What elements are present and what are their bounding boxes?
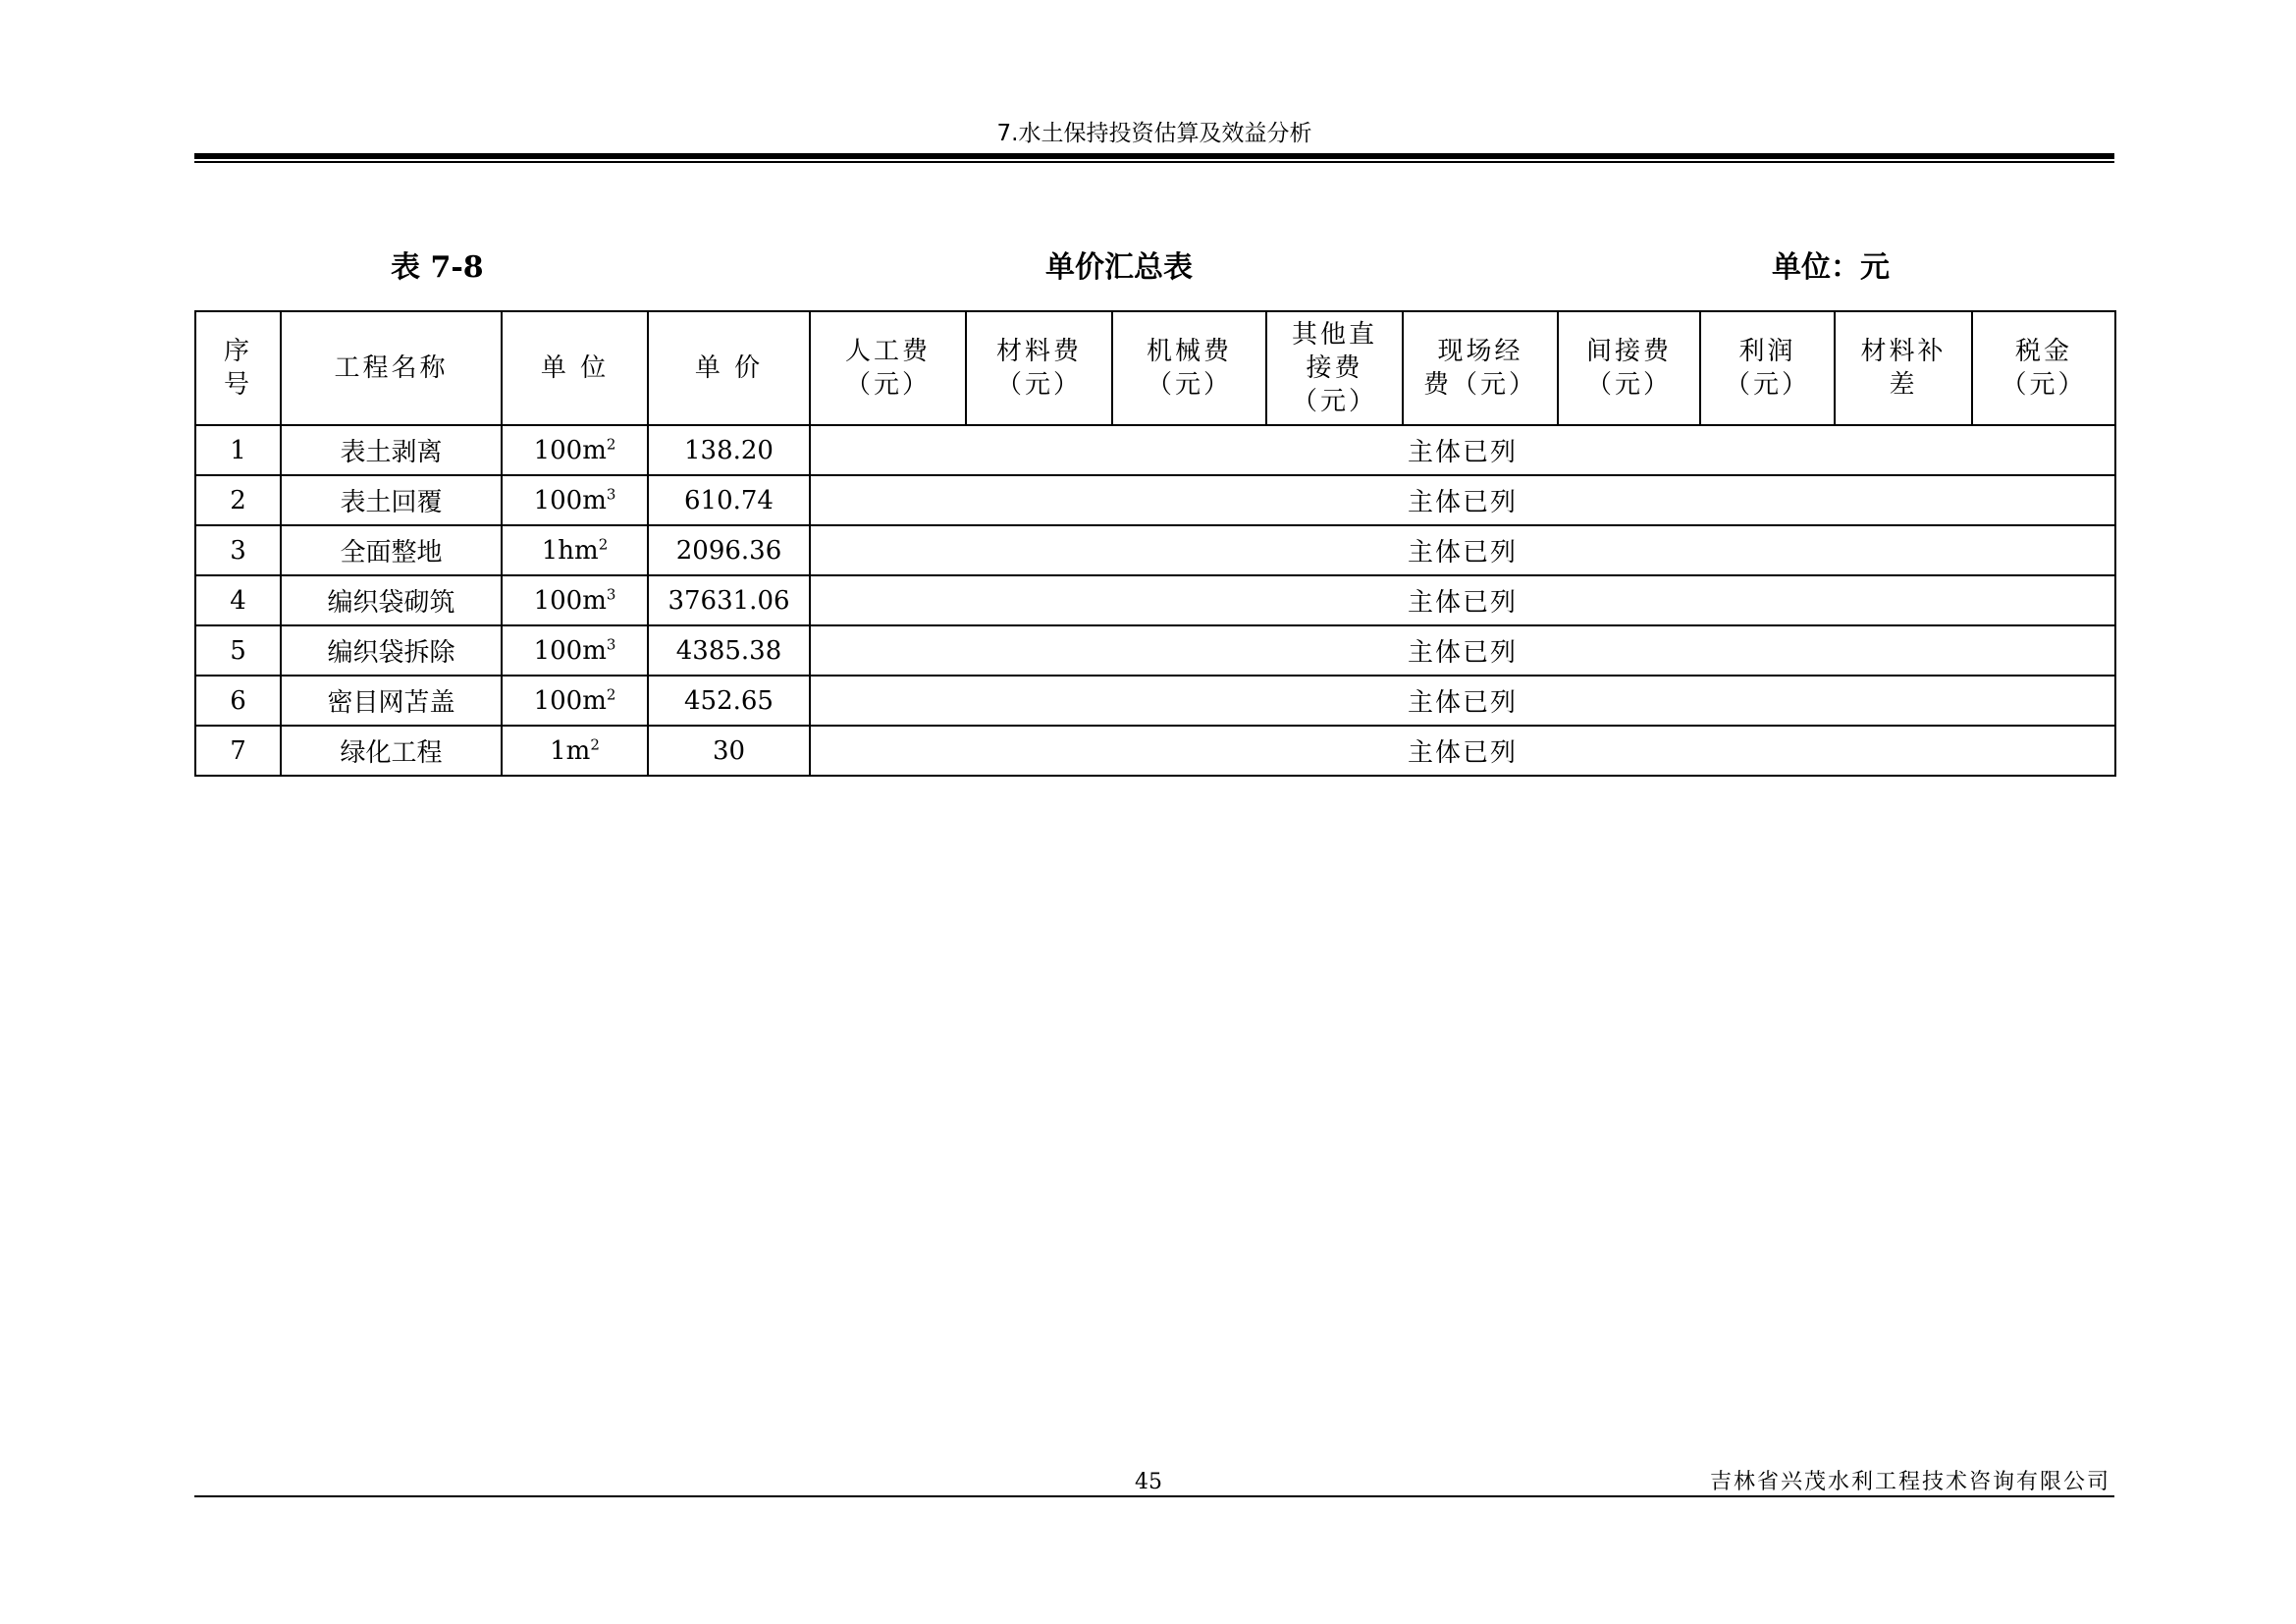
header-cell-line: （元）: [1724, 370, 1810, 400]
unit-base: 100m: [533, 585, 607, 616]
table-number: 表 7-8: [391, 250, 484, 285]
unit-base: 100m: [533, 435, 607, 465]
unit-base: 100m: [533, 635, 607, 666]
row-number-cell: 6: [195, 676, 281, 726]
note-cell: 主体已列: [810, 676, 2115, 726]
unit-exponent: 3: [606, 484, 616, 503]
page-number: 45: [1135, 1470, 1162, 1494]
unit-base: 1hm: [541, 535, 599, 566]
header-cell: [966, 311, 1112, 425]
header-cell-line: 费（元）: [1422, 370, 1537, 400]
unit-cell: [502, 475, 648, 525]
table-row: [195, 726, 2115, 776]
row-number-cell: 2: [195, 475, 281, 525]
table-row: [195, 575, 2115, 625]
header-cell-line: （元）: [1291, 387, 1377, 416]
unit-cell: [502, 525, 648, 575]
unit-exponent: 2: [590, 734, 600, 753]
note-cell: 主体已列: [810, 625, 2115, 676]
unit-price-cell: 30: [648, 726, 810, 776]
header-cell: [1972, 311, 2115, 425]
unit-price-cell: 452.65: [648, 676, 810, 726]
unit-price-cell: 138.20: [648, 425, 810, 475]
header-cell-line: （元）: [1585, 370, 1672, 400]
header-cell: [1700, 311, 1835, 425]
item-name-cell: 编织袋拆除: [281, 625, 502, 676]
header-cell: [281, 311, 502, 425]
header-cell-line: 间接费: [1585, 337, 1672, 366]
header-cell-line: 号: [223, 370, 252, 400]
unit-price-cell: 610.74: [648, 475, 810, 525]
unit-cell: [502, 575, 648, 625]
row-number-cell: 4: [195, 575, 281, 625]
running-header-title: 7.水土保持投资估算及效益分析: [996, 121, 1312, 146]
unit-base: 1m: [550, 735, 591, 766]
header-cell-line: 其他直: [1291, 320, 1377, 350]
unit-base: 100m: [533, 685, 607, 716]
header-cell-line: 税金: [2014, 337, 2072, 366]
item-name-cell: 表土回覆: [281, 475, 502, 525]
header-cell-line: 接费: [1306, 353, 1363, 383]
header-cell: [195, 311, 281, 425]
header-cell: [648, 311, 810, 425]
table-row: [195, 676, 2115, 726]
company-name: 吉林省兴茂水利工程技术咨询有限公司: [1709, 1470, 2110, 1494]
footer-rule: [194, 1495, 2114, 1497]
header-cell: [810, 311, 966, 425]
item-name-cell: 密目网苫盖: [281, 676, 502, 726]
note-cell: 主体已列: [810, 425, 2115, 475]
header-cell-line: 材料补: [1860, 337, 1947, 366]
header-cell-line: 工程名称: [334, 353, 449, 383]
header-cell-line: 材料费: [995, 337, 1082, 366]
table-row: [195, 625, 2115, 676]
row-number-cell: 5: [195, 625, 281, 676]
unit-cell: [502, 625, 648, 676]
table-title: 单价汇总表: [1045, 250, 1193, 285]
table-row: [195, 525, 2115, 575]
unit-exponent: 2: [606, 684, 616, 703]
table-row: [195, 425, 2115, 475]
header-cell-line: 利润: [1738, 337, 1796, 366]
unit-cell: [502, 726, 648, 776]
table-row: [195, 475, 2115, 525]
header-cell-line: 单 价: [694, 353, 764, 383]
header-cell-line: 人工费: [844, 337, 931, 366]
header-cell-line: 机械费: [1146, 337, 1232, 366]
header-rule-thick: [194, 153, 2114, 159]
row-number-cell: 3: [195, 525, 281, 575]
unit-price-summary-table: [194, 310, 2116, 777]
table-header-row: [195, 311, 2115, 425]
unit-exponent: 3: [606, 634, 616, 653]
item-name-cell: 绿化工程: [281, 726, 502, 776]
item-name-cell: 编织袋砌筑: [281, 575, 502, 625]
row-number-cell: 1: [195, 425, 281, 475]
unit-exponent: 3: [606, 584, 616, 603]
row-number-cell: 7: [195, 726, 281, 776]
unit-price-cell: 2096.36: [648, 525, 810, 575]
item-name-cell: 表土剥离: [281, 425, 502, 475]
note-cell: 主体已列: [810, 475, 2115, 525]
unit-base: 100m: [533, 485, 607, 515]
unit-cell: [502, 425, 648, 475]
header-cell-line: （元）: [995, 370, 1082, 400]
header-cell-line: 单 位: [540, 353, 610, 383]
header-cell-line: 差: [1889, 370, 1918, 400]
header-cell: [1266, 311, 1403, 425]
header-cell: [1403, 311, 1558, 425]
item-name-cell: 全面整地: [281, 525, 502, 575]
note-cell: 主体已列: [810, 726, 2115, 776]
unit-exponent: 2: [606, 434, 616, 453]
header-cell-line: 序: [223, 337, 252, 366]
header-cell-line: （元）: [844, 370, 931, 400]
header-cell-line: 现场经: [1437, 337, 1523, 366]
header-cell: [1835, 311, 1972, 425]
header-cell-line: （元）: [1146, 370, 1232, 400]
unit-cell: [502, 676, 648, 726]
header-cell: [1112, 311, 1266, 425]
note-cell: 主体已列: [810, 525, 2115, 575]
table-unit: 单位：元: [1772, 250, 1890, 285]
unit-exponent: 2: [598, 534, 609, 553]
note-cell: 主体已列: [810, 575, 2115, 625]
header-cell: [502, 311, 648, 425]
header-cell: [1558, 311, 1700, 425]
header-rule-thin: [194, 161, 2114, 163]
unit-price-cell: 37631.06: [648, 575, 810, 625]
unit-price-cell: 4385.38: [648, 625, 810, 676]
header-cell-line: （元）: [2001, 370, 2087, 400]
